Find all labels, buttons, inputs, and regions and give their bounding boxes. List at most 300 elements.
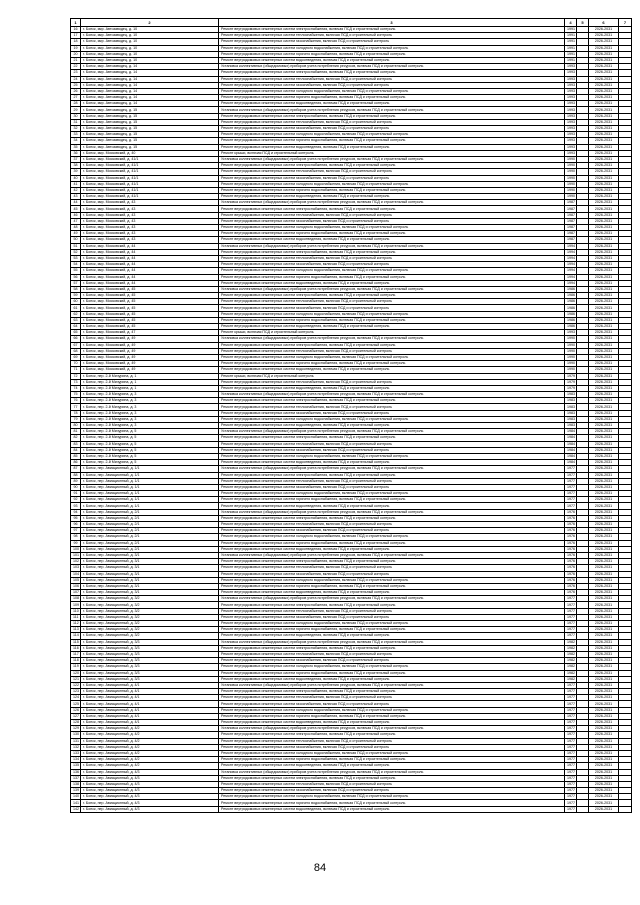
address-cell: г. Бонск, мкр. Московский, д. 49 — [81, 342, 219, 348]
work-type-cell: Ремонт внутридомовых инженерных систем электроснабжения, включая ПСД и строительный контроль — [219, 472, 565, 478]
row-number-cell: 97 — [71, 528, 81, 534]
work-type-cell: Ремонт внутридомовых инженерных систем горячего водоснабжения, включая ПСД и строительный контроль — [219, 583, 565, 589]
work-type-cell: Ремонт внутридомовых инженерных систем водоотведения, включая ПСД и строительный контроль — [219, 806, 565, 812]
year-cell: 1993 — [565, 330, 577, 336]
period-cell: 2026-2031 — [589, 522, 619, 528]
period-cell: 2026-2031 — [589, 175, 619, 181]
row-number-cell: 71 — [71, 367, 81, 373]
period-cell: 2026-2031 — [589, 472, 619, 478]
column-number-row — [71, 19, 632, 27]
row-number-cell: 73 — [71, 379, 81, 385]
column-header: 2 — [81, 19, 219, 27]
address-cell: г. Бонск, пер. Авиационный, д. 4/1 — [81, 707, 219, 713]
row-number-cell: 130 — [71, 732, 81, 738]
year-cell: 1976 — [565, 528, 577, 534]
row-number-cell: 63 — [71, 317, 81, 323]
row-number-cell: 53 — [71, 255, 81, 261]
year-cell: 1979 — [565, 373, 577, 379]
period-cell: 2026-2031 — [589, 206, 619, 212]
address-cell: г. Бонск, пер. Авиационный, д. 3/1 — [81, 583, 219, 589]
period-cell: 2026-2031 — [589, 608, 619, 614]
work-type-cell: Ремонт внутридомовых инженерных систем электроснабжения, включая ПСД и строительный контроль — [219, 342, 565, 348]
address-cell: г. Бонск, пер. 2-й Мичурина, д. 1 — [81, 385, 219, 391]
period-cell: 2026-2031 — [589, 280, 619, 286]
address-cell: г. Бонск, пер. Авиационный, д. 4/3 — [81, 800, 219, 806]
year-cell: 1977 — [565, 497, 577, 503]
work-type-cell: Установка коллективных (общедомовых) приборов учета потребления ресурсов, включая ПСД и строительный контроль — [219, 429, 565, 435]
row-number-cell: 64 — [71, 324, 81, 330]
work-type-cell: Ремонт внутридомовых инженерных систем горячего водоснабжения, включая ПСД и строительный контроль — [219, 670, 565, 676]
year-cell: 1976 — [565, 590, 577, 596]
year-cell: 1984 — [565, 447, 577, 453]
row-number-cell: 135 — [71, 763, 81, 769]
work-type-cell: Ремонт внутридомовых инженерных систем водоотведения, включая ПСД и строительный контроль — [219, 101, 565, 107]
year-cell: 1986 — [565, 324, 577, 330]
row-number-cell: 44 — [71, 200, 81, 206]
address-cell: г. Бонск, пер. Авиационный, д. 3/3 — [81, 664, 219, 670]
address-cell: г. Бонск, пер. Авиационный, д. 2/1 — [81, 528, 219, 534]
work-type-cell: Ремонт внутридомовых инженерных систем газоснабжения, включая ПСД и строительный контроль — [219, 571, 565, 577]
period-cell: 2026-2031 — [589, 460, 619, 466]
address-cell: г. Бонск, пер. Авиационный, д. 4/3 — [81, 806, 219, 812]
work-type-cell: Ремонт внутридомовых инженерных систем холодного водоснабжения, включая ПСД и строительный контроль — [219, 750, 565, 756]
work-type-cell: Ремонт внутридомовых инженерных систем горячего водоснабжения, включая ПСД и строительный контроль — [219, 95, 565, 101]
row-number-cell: 35 — [71, 144, 81, 150]
row-number-cell: 61 — [71, 305, 81, 311]
year-cell: 1983 — [565, 416, 577, 422]
work-type-cell: Ремонт внутридомовых инженерных систем газоснабжения, включая ПСД и строительный контроль — [219, 126, 565, 132]
row-number-cell: 17 — [71, 33, 81, 39]
address-cell: г. Бонск, мкр. Московский, д. 44 — [81, 274, 219, 280]
work-type-cell: Ремонт внутридомовых инженерных систем теплоснабжения, включая ПСД и строительный контроль — [219, 119, 565, 125]
work-type-cell: Ремонт внутридомовых инженерных систем теплоснабжения, включая ПСД и строительный контроль — [219, 379, 565, 385]
work-type-cell: Ремонт внутридомовых инженерных систем теплоснабжения, включая ПСД и строительный контроль — [219, 76, 565, 82]
work-type-cell: Ремонт внутридомовых инженерных систем горячего водоснабжения, включая ПСД и строительный контроль — [219, 757, 565, 763]
period-cell: 2026-2031 — [589, 658, 619, 664]
year-cell: 1984 — [565, 435, 577, 441]
period-cell: 2026-2031 — [589, 491, 619, 497]
period-cell: 2026-2031 — [589, 385, 619, 391]
year-cell: 1976 — [565, 522, 577, 528]
row-number-cell: 111 — [71, 614, 81, 620]
work-type-cell: Ремонт внутридомовых инженерных систем теплоснабжения, включая ПСД и строительный контроль — [219, 608, 565, 614]
address-cell: г. Бонск, пер. Авиационный, д. 4/2 — [81, 738, 219, 744]
row-number-cell: 113 — [71, 627, 81, 633]
work-type-cell: Ремонт внутридомовых инженерных систем холодного водоснабжения, включая ПСД и строительный контроль — [219, 132, 565, 138]
year-cell: 1976 — [565, 571, 577, 577]
year-cell: 1993 — [565, 150, 577, 156]
row-number-cell: 65 — [71, 330, 81, 336]
work-type-cell: Установка коллективных (общедомовых) приборов учета потребления ресурсов, включая ПСД и строительный контроль — [219, 243, 565, 249]
period-cell: 2026-2031 — [589, 200, 619, 206]
work-type-cell: Ремонт внутридомовых инженерных систем газоснабжения, включая ПСД и строительный контроль — [219, 658, 565, 664]
work-type-cell: Ремонт внутридомовых инженерных систем газоснабжения, включая ПСД и строительный контроль — [219, 218, 565, 224]
period-cell: 2026-2031 — [589, 528, 619, 534]
address-cell: г. Бонск, мкр. Московский, д. 44 — [81, 255, 219, 261]
work-type-cell: Ремонт внутридомовых инженерных систем холодного водоснабжения, включая ПСД и строительный контроль — [219, 453, 565, 459]
period-cell: 2026-2031 — [589, 546, 619, 552]
row-number-cell: 38 — [71, 163, 81, 169]
address-cell: г. Бонск, мкр. Автозаводец, д. 14 — [81, 64, 219, 70]
work-type-cell: Ремонт внутридомовых инженерных систем холодного водоснабжения, включая ПСД и строительный контроль — [219, 311, 565, 317]
period-cell: 2026-2031 — [589, 274, 619, 280]
address-cell: г. Бонск, пер. Авиационный, д. 4/2 — [81, 757, 219, 763]
work-type-cell: Ремонт внутридомовых инженерных систем водоотведения, включая ПСД и строительный контроль — [219, 633, 565, 639]
work-type-cell: Ремонт внутридомовых инженерных систем электроснабжения, включая ПСД и строительный контроль — [219, 515, 565, 521]
period-cell: 2026-2031 — [589, 744, 619, 750]
period-cell: 2026-2031 — [589, 70, 619, 76]
period-cell: 2026-2031 — [589, 156, 619, 162]
work-type-cell: Ремонт внутридомовых инженерных систем электроснабжения, включая ПСД и строительный контроль — [219, 559, 565, 565]
work-type-cell: Ремонт внутридомовых инженерных систем газоснабжения, включая ПСД и строительный контроль — [219, 788, 565, 794]
year-cell: 1993 — [565, 76, 577, 82]
period-cell: 2026-2031 — [589, 404, 619, 410]
year-cell: 1976 — [565, 583, 577, 589]
year-cell: 1990 — [565, 163, 577, 169]
work-type-cell: Ремонт внутридомовых инженерных систем электроснабжения, включая ПСД и строительный контроль — [219, 27, 565, 33]
address-cell: г. Бонск, мкр. Автозаводец, д. 14 — [81, 76, 219, 82]
work-type-cell: Ремонт внутридомовых инженерных систем водоотведения, включая ПСД и строительный контроль — [219, 423, 565, 429]
row-number-cell: 125 — [71, 701, 81, 707]
address-cell: г. Бонск, пер. 2-й Мичурина, д. 3 — [81, 416, 219, 422]
work-type-cell: Установка коллективных (общедомовых) приборов учета потребления ресурсов, включая ПСД и строительный контроль — [219, 286, 565, 292]
year-cell: 1982 — [565, 651, 577, 657]
year-cell: 1990 — [565, 348, 577, 354]
work-type-cell: Ремонт внутридомовых инженерных систем горячего водоснабжения, включая ПСД и строительный контроль — [219, 274, 565, 280]
year-cell: 1994 — [565, 243, 577, 249]
year-cell: 1993 — [565, 119, 577, 125]
work-type-cell: Установка коллективных (общедомовых) приборов учета потребления ресурсов, включая ПСД и строительный контроль — [219, 156, 565, 162]
work-type-cell: Установка коллективных (общедомовых) приборов учета потребления ресурсов, включая ПСД и строительный контроль — [219, 769, 565, 775]
period-cell: 2026-2031 — [589, 305, 619, 311]
work-type-cell: Ремонт внутридомовых инженерных систем водоотведения, включая ПСД и строительный контроль — [219, 57, 565, 63]
period-cell: 2026-2031 — [589, 51, 619, 57]
address-cell: г. Бонск, пер. Авиационный, д. 4/3 — [81, 781, 219, 787]
year-cell: 1976 — [565, 546, 577, 552]
row-number-cell: 93 — [71, 503, 81, 509]
address-cell: г. Бонск, пер. Авиационный, д. 3/1 — [81, 590, 219, 596]
row-number-cell: 137 — [71, 775, 81, 781]
year-cell: 1976 — [565, 577, 577, 583]
year-cell: 1976 — [565, 552, 577, 558]
period-cell: 2026-2031 — [589, 286, 619, 292]
period-cell: 2026-2031 — [589, 132, 619, 138]
period-cell: 2026-2031 — [589, 596, 619, 602]
work-type-cell: Ремонт внутридомовых инженерных систем теплоснабжения, включая ПСД и строительный контроль — [219, 565, 565, 571]
address-cell: г. Бонск, пер. Авиационный, д. 1/1 — [81, 466, 219, 472]
work-type-cell: Ремонт внутридомовых инженерных систем теплоснабжения, включая ПСД и строительный контроль — [219, 695, 565, 701]
year-cell: 1990 — [565, 181, 577, 187]
address-cell: г. Бонск, мкр. Московский, д. 41/1 — [81, 156, 219, 162]
period-cell: 2026-2031 — [589, 181, 619, 187]
row-number-cell: 120 — [71, 670, 81, 676]
year-cell: 1977 — [565, 769, 577, 775]
row-number-cell: 59 — [71, 293, 81, 299]
period-cell: 2026-2031 — [589, 212, 619, 218]
work-type-cell: Ремонт внутридомовых инженерных систем холодного водоснабжения, включая ПСД и строительный контроль — [219, 45, 565, 51]
address-cell: г. Бонск, мкр. Московский, д. 45 — [81, 293, 219, 299]
row-number-cell: 109 — [71, 602, 81, 608]
year-cell: 1993 — [565, 113, 577, 119]
address-cell: г. Бонск, мкр. Московский, д. 45 — [81, 317, 219, 323]
row-number-cell: 115 — [71, 639, 81, 645]
row-number-cell: 31 — [71, 119, 81, 125]
address-cell: г. Бонск, мкр. Московский, д. 43 — [81, 225, 219, 231]
row-number-cell: 119 — [71, 664, 81, 670]
row-number-cell: 132 — [71, 744, 81, 750]
address-cell: г. Бонск, мкр. Автозаводец, д. 15 — [81, 144, 219, 150]
address-cell: г. Бонск, мкр. Автозаводец, д. 15 — [81, 107, 219, 113]
work-type-cell: Ремонт внутридомовых инженерных систем электроснабжения, включая ПСД и строительный контроль — [219, 163, 565, 169]
year-cell: 1977 — [565, 806, 577, 812]
address-cell: г. Бонск, пер. 2-й Мичурина, д. 5 — [81, 460, 219, 466]
address-cell: г. Бонск, мкр. Автозаводец, д. 15 — [81, 113, 219, 119]
period-cell: 2026-2031 — [589, 559, 619, 565]
period-cell: 2026-2031 — [589, 707, 619, 713]
row-number-cell: 80 — [71, 423, 81, 429]
row-number-cell: 88 — [71, 472, 81, 478]
period-cell: 2026-2031 — [589, 639, 619, 645]
row-number-cell: 94 — [71, 509, 81, 515]
period-cell: 2026-2031 — [589, 651, 619, 657]
row-number-cell: 121 — [71, 676, 81, 682]
row-number-cell: 37 — [71, 156, 81, 162]
address-cell: г. Бонск, мкр. Московский, д. 49 — [81, 354, 219, 360]
period-cell: 2026-2031 — [589, 701, 619, 707]
period-cell: 2026-2031 — [589, 806, 619, 812]
address-cell: г. Бонск, пер. Авиационный, д. 1/1 — [81, 484, 219, 490]
period-cell: 2026-2031 — [589, 379, 619, 385]
address-cell: г. Бонск, пер. 2-й Мичурина, д. 3 — [81, 398, 219, 404]
address-cell: г. Бонск, пер. Авиационный, д. 3/2 — [81, 614, 219, 620]
address-cell: г. Бонск, мкр. Автозаводец, д. 14 — [81, 95, 219, 101]
row-number-cell: 29 — [71, 107, 81, 113]
row-number-cell: 41 — [71, 181, 81, 187]
row-number-cell: 24 — [71, 76, 81, 82]
work-type-cell: Ремонт внутридомовых инженерных систем водоотведения, включая ПСД и строительный контроль — [219, 546, 565, 552]
work-type-cell: Ремонт внутридомовых инженерных систем газоснабжения, включая ПСД и строительный контроль — [219, 82, 565, 88]
row-number-cell: 106 — [71, 583, 81, 589]
year-cell: 1991 — [565, 39, 577, 45]
period-cell: 2026-2031 — [589, 720, 619, 726]
work-type-cell: Ремонт крыши, включая ПСД и строительный контроль — [219, 150, 565, 156]
period-cell: 2026-2031 — [589, 218, 619, 224]
year-cell: 1977 — [565, 689, 577, 695]
row-number-cell: 86 — [71, 460, 81, 466]
address-cell: г. Бонск, мкр. Автозаводец, д. 14 — [81, 88, 219, 94]
work-type-cell: Ремонт внутридомовых инженерных систем водоотведения, включая ПСД и строительный контроль — [219, 280, 565, 286]
year-cell: 1977 — [565, 800, 577, 806]
period-cell: 2026-2031 — [589, 57, 619, 63]
work-type-cell: Ремонт внутридомовых инженерных систем газоснабжения, включая ПСД и строительный контроль — [219, 410, 565, 416]
address-cell: г. Бонск, пер. Авиационный, д. 4/2 — [81, 763, 219, 769]
address-cell: г. Бонск, мкр. Московский, д. 47 — [81, 330, 219, 336]
period-cell: 2026-2031 — [589, 39, 619, 45]
period-cell: 2026-2031 — [589, 750, 619, 756]
year-cell: 1977 — [565, 478, 577, 484]
row-number-cell: 99 — [71, 540, 81, 546]
address-cell: г. Бонск, мкр. Московский, д. 49 — [81, 361, 219, 367]
year-cell: 1994 — [565, 255, 577, 261]
work-type-cell: Ремонт внутридомовых инженерных систем водоотведения, включая ПСД и строительный контроль — [219, 194, 565, 200]
work-type-cell: Ремонт внутридомовых инженерных систем холодного водоснабжения, включая ПСД и строительный контроль — [219, 354, 565, 360]
year-cell: 1977 — [565, 744, 577, 750]
address-cell: г. Бонск, пер. Авиационный, д. 3/3 — [81, 645, 219, 651]
column-header: 3 — [219, 19, 565, 27]
work-type-cell: Ремонт внутридомовых инженерных систем холодного водоснабжения, включая ПСД и строительный контроль — [219, 621, 565, 627]
row-number-cell: 16 — [71, 27, 81, 33]
year-cell: 1994 — [565, 249, 577, 255]
work-type-cell: Установка коллективных (общедомовых) приборов учета потребления ресурсов, включая ПСД и строительный контроль — [219, 726, 565, 732]
work-type-cell: Ремонт внутридомовых инженерных систем теплоснабжения, включая ПСД и строительный контроль — [219, 255, 565, 261]
row-number-cell: 62 — [71, 311, 81, 317]
row-number-cell: 33 — [71, 132, 81, 138]
row-number-cell: 133 — [71, 750, 81, 756]
address-cell: г. Бонск, пер. 2-й Мичурина, д. 5 — [81, 453, 219, 459]
work-type-cell: Ремонт внутридомовых инженерных систем холодного водоснабжения, включая ПСД и строительный контроль — [219, 268, 565, 274]
row-number-cell: 103 — [71, 565, 81, 571]
work-type-cell: Ремонт внутридомовых инженерных систем теплоснабжения, включая ПСД и строительный контроль — [219, 348, 565, 354]
row-number-cell: 81 — [71, 429, 81, 435]
address-cell: г. Бонск, пер. Авиационный, д. 4/1 — [81, 689, 219, 695]
year-cell: 1994 — [565, 262, 577, 268]
address-cell: г. Бонск, мкр. Автозаводец, д. 10 — [81, 57, 219, 63]
work-type-cell: Ремонт внутридомовых инженерных систем газоснабжения, включая ПСД и строительный контроль — [219, 447, 565, 453]
row-number-cell: 140 — [71, 794, 81, 800]
column-header: 6 — [589, 19, 619, 27]
period-cell: 2026-2031 — [589, 354, 619, 360]
address-cell: г. Бонск, пер. Авиационный, д. 3/1 — [81, 571, 219, 577]
year-cell: 1977 — [565, 738, 577, 744]
year-cell: 1987 — [565, 225, 577, 231]
period-cell: 2026-2031 — [589, 466, 619, 472]
work-type-cell: Ремонт внутридомовых инженерных систем газоснабжения, включая ПСД и строительный контроль — [219, 744, 565, 750]
year-cell: 1993 — [565, 82, 577, 88]
year-cell: 1990 — [565, 156, 577, 162]
period-cell: 2026-2031 — [589, 571, 619, 577]
address-cell: г. Бонск, мкр. Автозаводец, д. 10 — [81, 27, 219, 33]
address-cell: г. Бонск, мкр. Московский, д. 45 — [81, 311, 219, 317]
year-cell: 1986 — [565, 286, 577, 292]
row-number-cell: 107 — [71, 590, 81, 596]
year-cell: 1994 — [565, 274, 577, 280]
period-cell: 2026-2031 — [589, 515, 619, 521]
address-cell: г. Бонск, пер. Авиационный, д. 4/2 — [81, 744, 219, 750]
period-cell: 2026-2031 — [589, 311, 619, 317]
address-cell: г. Бонск, пер. 2-й Мичурина, д. 5 — [81, 447, 219, 453]
address-cell: г. Бонск, мкр. Автозаводец, д. 10 — [81, 39, 219, 45]
work-type-cell: Ремонт внутридомовых инженерных систем газоснабжения, включая ПСД и строительный контроль — [219, 175, 565, 181]
row-number-cell: 134 — [71, 757, 81, 763]
period-cell: 2026-2031 — [589, 33, 619, 39]
period-cell: 2026-2031 — [589, 194, 619, 200]
year-cell: 1987 — [565, 212, 577, 218]
address-cell: г. Бонск, пер. Авиационный, д. 3/2 — [81, 602, 219, 608]
row-number-cell: 142 — [71, 806, 81, 812]
row-number-cell: 39 — [71, 169, 81, 175]
address-cell: г. Бонск, пер. Авиационный, д. 4/3 — [81, 794, 219, 800]
address-cell: г. Бонск, мкр. Московский, д. 44 — [81, 243, 219, 249]
row-number-cell: 78 — [71, 410, 81, 416]
address-cell: г. Бонск, пер. Авиационный, д. 4/1 — [81, 713, 219, 719]
period-cell: 2026-2031 — [589, 664, 619, 670]
year-cell: 1994 — [565, 280, 577, 286]
work-type-cell: Установка коллективных (общедомовых) приборов учета потребления ресурсов, включая ПСД и строительный контроль — [219, 552, 565, 558]
work-type-cell: Ремонт внутридомовых инженерных систем водоотведения, включая ПСД и строительный контроль — [219, 676, 565, 682]
year-cell: 1990 — [565, 336, 577, 342]
period-cell: 2026-2031 — [589, 255, 619, 261]
year-cell: 1986 — [565, 299, 577, 305]
period-cell: 2026-2031 — [589, 324, 619, 330]
year-cell: 1977 — [565, 757, 577, 763]
period-cell: 2026-2031 — [589, 453, 619, 459]
row-number-cell: 75 — [71, 392, 81, 398]
period-cell: 2026-2031 — [589, 689, 619, 695]
row-number-cell: 100 — [71, 546, 81, 552]
address-cell: г. Бонск, пер. 2-й Мичурина, д. 1 — [81, 373, 219, 379]
period-cell: 2026-2031 — [589, 769, 619, 775]
row-number-cell: 51 — [71, 243, 81, 249]
work-type-cell: Ремонт внутридомовых инженерных систем холодного водоснабжения, включая ПСД и строительный контроль — [219, 416, 565, 422]
year-cell: 1977 — [565, 484, 577, 490]
row-number-cell: 72 — [71, 373, 81, 379]
row-number-cell: 26 — [71, 88, 81, 94]
address-cell: г. Бонск, пер. Авиационный, д. 3/3 — [81, 639, 219, 645]
period-cell: 2026-2031 — [589, 243, 619, 249]
period-cell: 2026-2031 — [589, 348, 619, 354]
work-type-cell: Ремонт внутридомовых инженерных систем холодного водоснабжения, включая ПСД и строительный контроль — [219, 491, 565, 497]
period-cell: 2026-2031 — [589, 45, 619, 51]
row-number-cell: 105 — [71, 577, 81, 583]
address-cell: г. Бонск, пер. 2-й Мичурина, д. 3 — [81, 423, 219, 429]
period-cell: 2026-2031 — [589, 441, 619, 447]
work-type-cell: Ремонт внутридомовых инженерных систем холодного водоснабжения, включая ПСД и строительный контроль — [219, 88, 565, 94]
address-cell: г. Бонск, мкр. Московский, д. 41/1 — [81, 175, 219, 181]
row-number-cell: 98 — [71, 534, 81, 540]
period-cell: 2026-2031 — [589, 101, 619, 107]
row-number-cell: 79 — [71, 416, 81, 422]
row-number-cell: 32 — [71, 126, 81, 132]
work-type-cell: Установка коллективных (общедомовых) приборов учета потребления ресурсов, включая ПСД и строительный контроль — [219, 392, 565, 398]
year-cell: 1982 — [565, 645, 577, 651]
year-cell: 1983 — [565, 410, 577, 416]
address-cell: г. Бонск, пер. Авиационный, д. 4/1 — [81, 682, 219, 688]
period-cell: 2026-2031 — [589, 633, 619, 639]
address-cell: г. Бонск, пер. Авиационный, д. 2/1 — [81, 522, 219, 528]
work-type-cell: Установка коллективных (общедомовых) приборов учета потребления ресурсов, включая ПСД и строительный контроль — [219, 200, 565, 206]
row-number-cell: 70 — [71, 361, 81, 367]
period-cell: 2026-2031 — [589, 144, 619, 150]
year-cell: 1977 — [565, 472, 577, 478]
work-type-cell: Ремонт внутридомовых инженерных систем водоотведения, включая ПСД и строительный контроль — [219, 503, 565, 509]
address-cell: г. Бонск, мкр. Московский, д. 40 — [81, 150, 219, 156]
row-number-cell: 89 — [71, 478, 81, 484]
work-type-cell: Ремонт внутридомовых инженерных систем холодного водоснабжения, включая ПСД и строительный контроль — [219, 225, 565, 231]
work-type-cell: Ремонт внутридомовых инженерных систем газоснабжения, включая ПСД и строительный контроль — [219, 528, 565, 534]
address-cell: г. Бонск, пер. Авиационный, д. 4/1 — [81, 701, 219, 707]
row-number-cell: 136 — [71, 769, 81, 775]
period-cell: 2026-2031 — [589, 447, 619, 453]
period-cell: 2026-2031 — [589, 231, 619, 237]
address-cell: г. Бонск, пер. 2-й Мичурина, д. 3 — [81, 404, 219, 410]
year-cell: 1987 — [565, 206, 577, 212]
work-type-cell: Установка коллективных (общедомовых) приборов учета потребления ресурсов, включая ПСД и строительный контроль — [219, 639, 565, 645]
period-cell: 2026-2031 — [589, 225, 619, 231]
row-number-cell: 43 — [71, 194, 81, 200]
year-cell: 1977 — [565, 732, 577, 738]
address-cell: г. Бонск, пер. Авиационный, д. 1/1 — [81, 497, 219, 503]
address-cell: г. Бонск, мкр. Московский, д. 45 — [81, 324, 219, 330]
